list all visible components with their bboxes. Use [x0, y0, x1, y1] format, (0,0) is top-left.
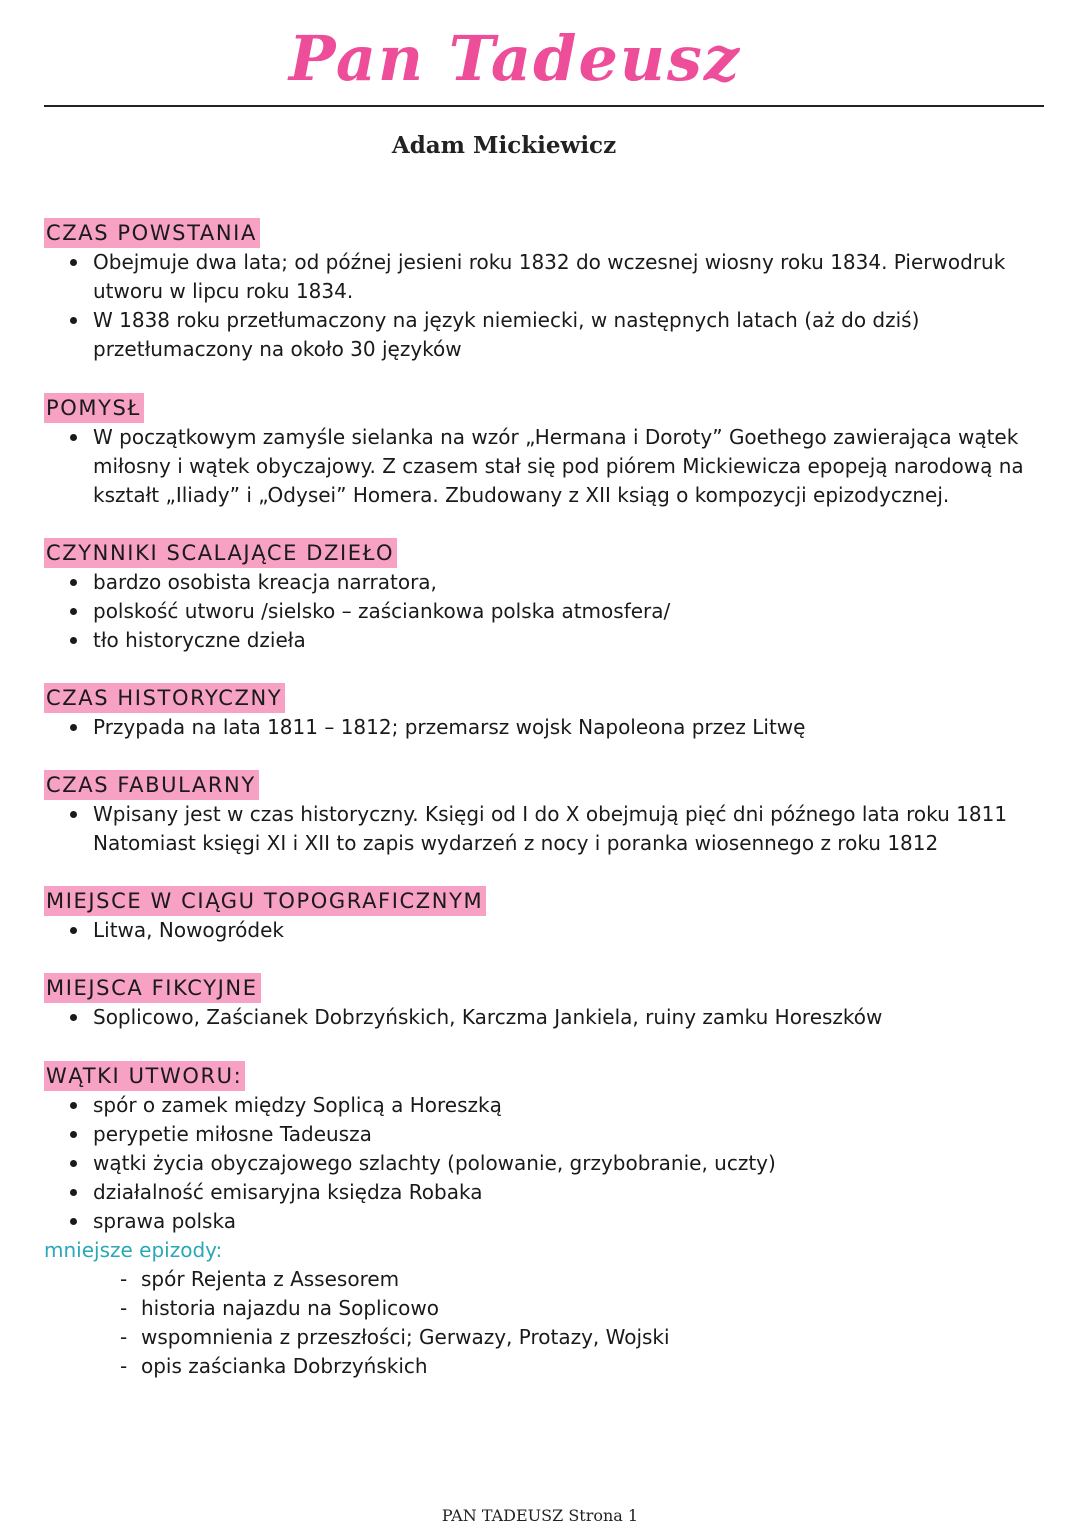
- title-divider: [44, 105, 1044, 107]
- section-czas-fabularny: [44, 770, 1064, 858]
- dash-item: - opis zaścianka Dobrzyńskich: [44, 1352, 1064, 1381]
- section-heading: MIEJSCA FIKCYJNE: [44, 973, 261, 1003]
- section-heading: CZAS POWSTANIA: [44, 218, 260, 248]
- section-miejsca-fikcyjne: [44, 973, 1064, 1032]
- author-name: Adam Mickiewicz: [391, 132, 617, 159]
- sub-heading: mniejsze epizody:: [44, 1238, 223, 1262]
- list-item: Obejmuje dwa lata; od późnej jesieni roku 1832 do wczesnej wiosny roku 1834. Pierwodruk utworu w lipcu roku 1834.: [44, 248, 1064, 306]
- dash-item: - spór Rejenta z Assesorem: [44, 1265, 1064, 1294]
- section-heading: CZAS FABULARNY: [44, 770, 259, 800]
- section-pomysl: [44, 393, 1064, 510]
- list-item: W 1838 roku przetłumaczony na język niemiecki, w następnych latach (aż do dziś) przetłumaczony na około 30 języków: [44, 306, 1064, 364]
- list-item: W początkowym zamyśle sielanka na wzór „Hermana i Doroty” Goethego zawierająca wątek miłosny i wątek obyczajowy. Z czasem stał się pod piórem Mickiewicza epopeją narodową na kształt „Iliady” i „Odysei” Homera. Zbudowany z XII ksiąg o kompozycji epizodycznej.: [44, 423, 1064, 510]
- page-footer: PAN TADEUSZ Strona 1: [441, 1506, 639, 1525]
- list-item: perypetie miłosne Tadeusza: [44, 1120, 1064, 1149]
- section-czas-powstania: [44, 218, 1064, 364]
- list-item: działalność emisaryjna księdza Robaka: [44, 1178, 1064, 1207]
- list-item: sprawa polska: [44, 1207, 1064, 1236]
- list-item: spór o zamek między Soplicą a Horeszką: [44, 1091, 1064, 1120]
- dash-item: - historia najazdu na Soplicowo: [44, 1294, 1064, 1323]
- list-item: Przypada na lata 1811 – 1812; przemarsz wojsk Napoleona przez Litwę: [44, 713, 1064, 742]
- list-item: bardzo osobista kreacja narratora,: [44, 568, 1064, 597]
- dash-item: - wspomnienia z przeszłości; Gerwazy, Protazy, Wojski: [44, 1323, 1064, 1352]
- section-miejsce: [44, 886, 1064, 945]
- section-czas-historyczny: [44, 683, 1064, 742]
- section-heading: POMYSŁ: [44, 393, 144, 423]
- section-heading: MIEJSCE W CIĄGU TOPOGRAFICZNYM: [44, 886, 486, 916]
- list-item: polskość utworu /sielsko – zaściankowa polska atmosfera/: [44, 597, 1064, 626]
- list-item: wątki życia obyczajowego szlachty (polowanie, grzybobranie, uczty): [44, 1149, 1064, 1178]
- section-heading: WĄTKI UTWORU:: [44, 1061, 245, 1091]
- list-item: Soplicowo, Zaścianek Dobrzyńskich, Karczma Jankiela, ruiny zamku Horeszków: [44, 1003, 1064, 1032]
- list-item: tło historyczne dzieła: [44, 626, 1064, 655]
- section-heading: CZYNNIKI SCALAJĄCE DZIEŁO: [44, 538, 397, 568]
- list-item: Wpisany jest w czas historyczny. Księgi od I do X obejmują pięć dni późnego lata roku 1811 Natomiast księgi XI i XII to zapis wydarzeń z nocy i poranka wiosennego z roku 1812: [44, 800, 1064, 858]
- list-item: Litwa, Nowogródek: [44, 916, 1064, 945]
- section-heading: CZAS HISTORYCZNY: [44, 683, 285, 713]
- section-watki: [44, 1061, 1064, 1381]
- section-czynniki: [44, 538, 1064, 655]
- page-title: Pan Tadeusz: [288, 22, 742, 95]
